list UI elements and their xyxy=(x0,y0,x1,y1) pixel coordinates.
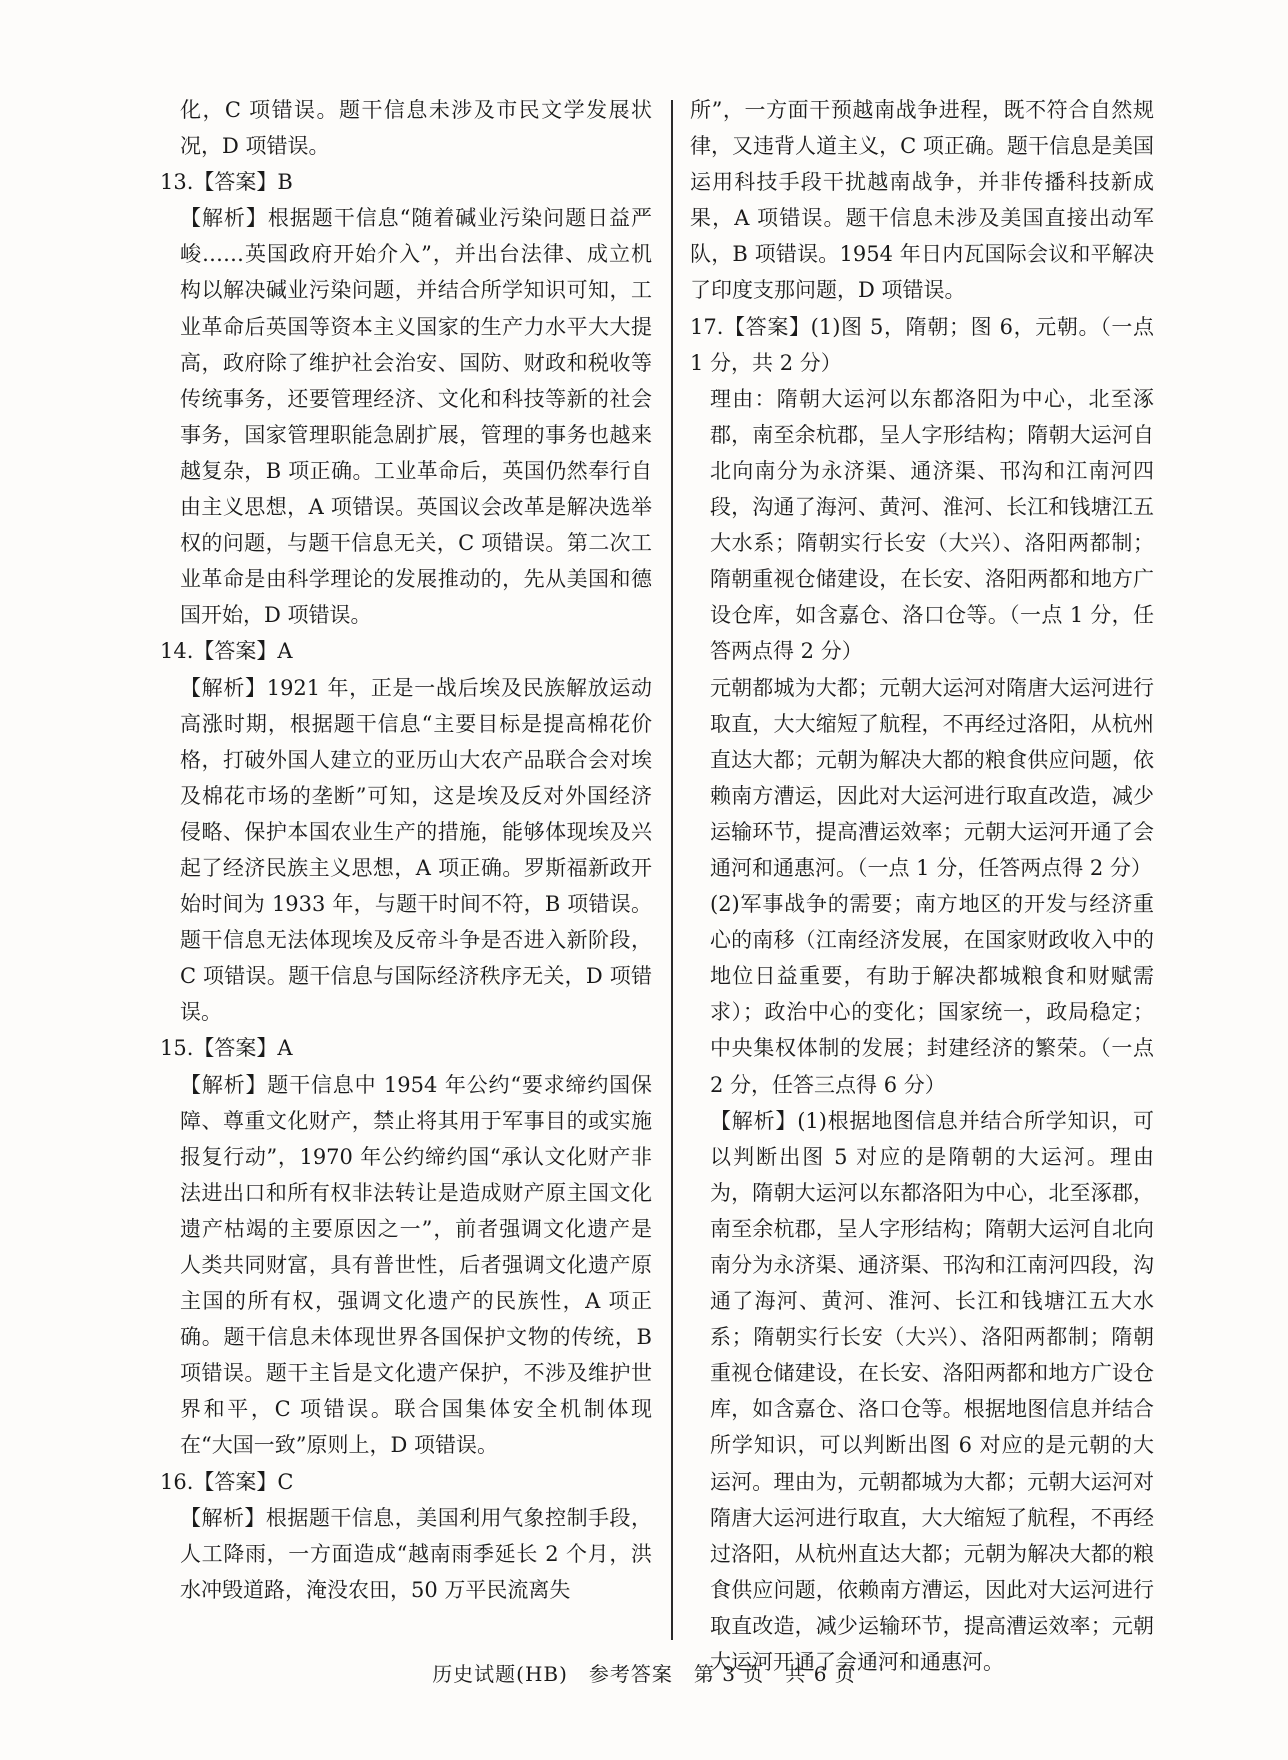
right-column xyxy=(690,92,1154,1680)
q15-answer: 15.【答案】A xyxy=(160,1036,293,1061)
q14-answer: 14.【答案】A xyxy=(160,639,293,664)
q13-analysis: 【解析】根据题干信息“随着碱业污染问题日益严峻……英国政府开始介入”，并出台法律、成立机构以解决碱业污染问题，并结合所学知识可知，工业革命后英国等资本主义国家的生产力水平大大提高，政府除了维护社会治安、国防、财政和税收等传统事务，还要管理经济、文化和科技等新的社会事务，国家管理职能急剧扩展，管理的事务也越来越复杂，B 项正确。工业革命后，英国仍然奉行自由主义思想，A 项错误。英国议会改革是解决选举权的问题，与题干信息无关，C 项错误。第二次工业革命是由科学理论的发展推动的，先从美国和德国开始，D 项错误。 xyxy=(180,206,652,628)
q13-answer: 13.【答案】B xyxy=(160,170,293,195)
q14-analysis: 【解析】1921 年，正是一战后埃及民族解放运动高涨时期，根据题干信息“主要目标是提高棉花价格，打破外国人建立的亚历山大农产品联合会对埃及棉花市场的垄断”可知，这是埃及反对外国经济侵略、保护本国农业生产的措施，能够体现埃及兴起了经济民族主义思想，A 项正确。罗斯福新政开始时间为 1933 年，与题干时间不符，B 项错误。题干信息无法体现埃及反帝斗争是否进入新阶段，C 项错误。题干信息与国际经济秩序无关，D 项错误。 xyxy=(180,675,652,1025)
q16-block xyxy=(160,1464,652,1608)
q16-analysis: 【解析】根据题干信息，美国利用气象控制手段，人工降雨，一方面造成“越南雨季延长 2 个月，洪水冲毁道路，淹没农田，50 万平民流离失 xyxy=(180,1505,652,1602)
q17-block xyxy=(690,309,1154,1681)
q16-tail: 所”，一方面干预越南战争进程，既不符合自然规律，又违背人道主义，C 项正确。题干信息是美国运用科技手段干扰越南战争，并非传播科技新成果，A 项错误。题干信息未涉及美国直接出动军队，B 项错误。1954 年日内瓦国际会议和平解决了印度支那问题，D 项错误。 xyxy=(690,98,1154,303)
q17-part2: (2)军事战争的需要；南方地区的开发与经济重心的南移（江南经济发展，在国家财政收入中的地位日益重要，有助于解决都城粮食和财赋需求）；政治中心的变化；国家统一，政局稳定；中央集权体制的发展；封建经济的繁荣。（一点 2 分，任答三点得 6 分） xyxy=(710,892,1154,1097)
q14-block xyxy=(160,633,652,1030)
q12-tail: 化，C 项错误。题干信息未涉及市民文学发展状况，D 项错误。 xyxy=(180,98,652,159)
q17-answer: 17.【答案】(1)图 5，隋朝；图 6，元朝。（一点 1 分，共 2 分） xyxy=(690,314,1154,375)
q16-answer: 16.【答案】C xyxy=(160,1469,294,1494)
column-divider xyxy=(671,100,673,1640)
q17-reason-sui: 理由：隋朝大运河以东都洛阳为中心，北至涿郡，南至余杭郡，呈人字形结构；隋朝大运河自北向南分为永济渠、通济渠、邗沟和江南河四段，沟通了海河、黄河、淮河、长江和钱塘江五大水系；隋朝实行长安（大兴）、洛阳两都制；隋朝重视仓储建设，在长安、洛阳两都和地方广设仓库，如含嘉仓、洛口仓等。（一点 1 分，任答两点得 2 分） xyxy=(710,386,1154,664)
q17-analysis: 【解析】(1)根据地图信息并结合所学知识，可以判断出图 5 对应的是隋朝的大运河。理由为，隋朝大运河以东都洛阳为中心，北至涿郡，南至余杭郡，呈人字形结构；隋朝大运河自北向南分为永济渠、通济渠、邗沟和江南河四段，沟通了海河、黄河、淮河、长江和钱塘江五大水系；隋朝实行长安（大兴）、洛阳两都制；隋朝重视仓储建设，在长安、洛阳两都和地方广设仓库，如含嘉仓、洛口仓等。根据地图信息并结合所学知识，可以判断出图 6 对应的是元朝的大运河。理由为，元朝都城为大都；元朝大运河对隋唐大运河进行取直，大大缩短了航程，不再经过洛阳，从杭州直达大都；元朝为解决大都的粮食供应问题，依赖南方漕运，因此对大运河进行取直改造，减少运输环节，提高漕运效率；元朝大运河开通了会通河和通惠河。 xyxy=(710,1108,1154,1675)
page-footer: 历史试题(HB) 参考答案 第 3 页 共 6 页 xyxy=(432,1662,856,1686)
left-column xyxy=(160,92,652,1608)
q15-analysis: 【解析】题干信息中 1954 年公约“要求缔约国保障、尊重文化财产，禁止将其用于军事目的或实施报复行动”，1970 年公约缔约国“承认文化财产非法进出口和所有权非法转让是造成财产原主国文化遗产枯竭的主要原因之一”，前者强调文化遗产是人类共同财富，具有普世性，后者强调文化遗产原主国的所有权，强调文化遗产的民族性，A 项正确。题干信息未体现世界各国保护文物的传统，B 项错误。题干主旨是文化遗产保护，不涉及维护世界和平，C 项错误。联合国集体安全机制体现在“大国一致”原则上，D 项错误。 xyxy=(180,1072,652,1458)
q17-reason-yuan: 元朝都城为大都；元朝大运河对隋唐大运河进行取直，大大缩短了航程，不再经过洛阳，从杭州直达大都；元朝为解决大都的粮食供应问题，依赖南方漕运，因此对大运河进行取直改造，减少运输环节，提高漕运效率；元朝大运河开通了会通河和通惠河。（一点 1 分，任答两点得 2 分） xyxy=(710,675,1154,880)
q13-block xyxy=(160,164,652,633)
q15-block xyxy=(160,1030,652,1463)
